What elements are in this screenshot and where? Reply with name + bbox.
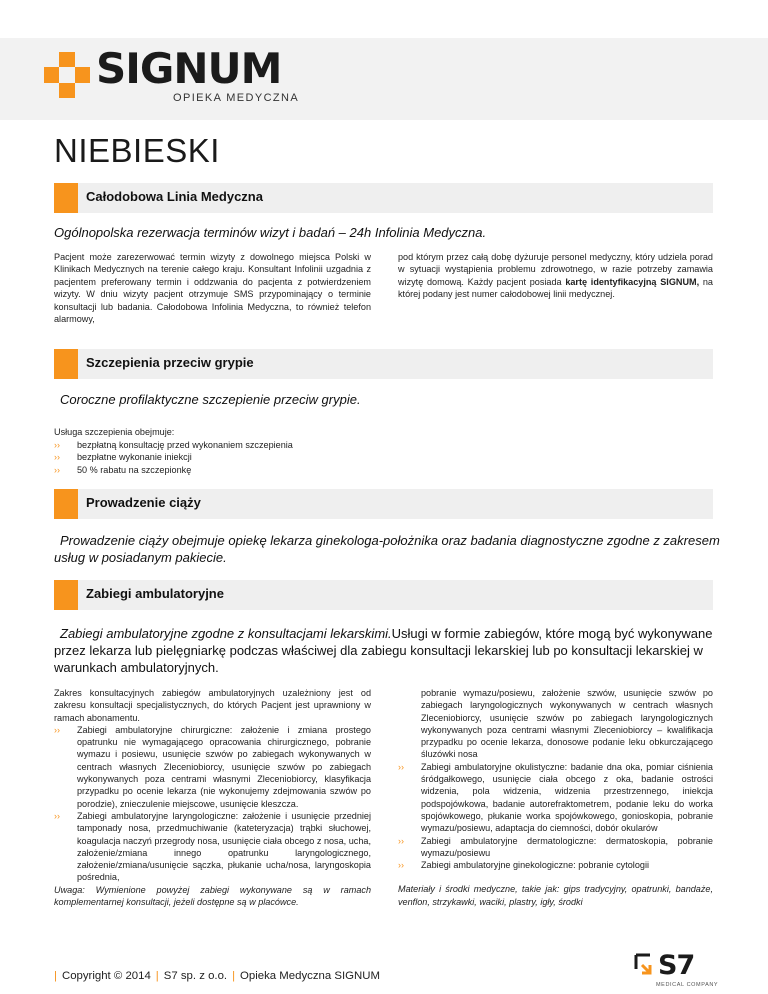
- section-marker: [54, 489, 78, 519]
- page-title: NIEBIESKI: [54, 132, 220, 169]
- section-header-linia: [54, 183, 713, 213]
- bullet-icon: ››: [54, 724, 60, 735]
- zabiegi-materials: Materiały i środki medyczne, takie jak: gips tradycyjny, opatrunki, bandaże, venflon, strzykawki, waciki, plastry, igły, środki: [398, 884, 713, 907]
- section-title: Prowadzenie ciąży: [86, 495, 201, 510]
- list-item: ›› Zabiegi ambulatoryjne dermatologiczne: dermatoskopia, pobranie wymazu/posiewu: [398, 835, 713, 858]
- s7-logo: [634, 950, 724, 991]
- bullet-icon: ››: [398, 860, 404, 871]
- linia-text-col2: pod którym przez całą dobę dyżuruje personel medyczny, który udziela porad w sytuacji wystąpienia problemu zdrowotnego, w razie potrzeby zamawia wizytę domową. Każdy pacjent posiada kartę identyfikacyjną SIGNUM, na której podany jest numer całodobowej linii medycznej.: [398, 252, 713, 300]
- bullet-icon: ››: [398, 835, 404, 846]
- brand-name: SIGNUM: [96, 44, 282, 93]
- footer: [54, 970, 380, 982]
- footer-brand: Opieka Medyczna SIGNUM: [240, 970, 380, 982]
- zabiegi-col1: [54, 687, 371, 908]
- list-item: ›› bezpłatną konsultację przed wykonaniem szczepienia: [54, 439, 293, 450]
- list-item: ›› Zabiegi ambulatoryjne ginekologiczne: pobranie cytologii: [398, 860, 649, 871]
- footer-copyright: Copyright © 2014: [61, 970, 151, 982]
- grypa-list: [54, 426, 293, 476]
- footer-company: S7 sp. z o.o.: [163, 970, 228, 982]
- zabiegi-note: Uwaga: Wymienione powyżej zabiegi wykonywane są w ramach komplementarnej konsultacji, jeżeli dostępne są w placówce.: [54, 884, 371, 908]
- section-header-ciaza: [54, 489, 713, 519]
- section-marker: [54, 580, 78, 610]
- list-item: ›› Zabiegi ambulatoryjne laryngologiczne: założenie i usunięcie przedniej tamponady nosa, przedmuchiwanie (kateteryzacja) trąbki słuchowej, koagulacja naczyń przegrody nosa, usunięcie ciała obcego z nosa, ucha, założenie/zmiana innego opatrunku laryngologicznego, założenie/zmiana/usunięcie sączka, płukanie ucha/nosa, laryngoskopia pośrednia,: [54, 810, 371, 883]
- list-item: ›› Zabiegi ambulatoryjne chirurgiczne: założenie i zmiana prostego opatrunku nie wymagającego opracowania chirurgicznego, pobranie wymazu i posiewu, usunięcie szwów po zabiegach wykonywanych w centrach własnych Zleceniobiorcy, usunięcie szwów po zabiegach wykonywanych poza centrami własnymi Zleceniobiorcy, klasyfikacja przypadku po ocenie lekarza (nie wykonujemy zdejmowania szwów po porodzie), znieczulenie miejscowe, usunięcie kleszcza.: [54, 724, 371, 809]
- grypa-intro: Usługa szczepienia obejmuje:: [54, 427, 175, 437]
- brand-tagline: OPIEKA MEDYCZNA: [173, 92, 300, 104]
- list-item: ›› Zabiegi ambulatoryjne okulistyczne: badanie dna oka, pomiar ciśnienia śródgałkowego, usunięcie ciała obcego z oka, badanie ostrości widzenia, pola widzenia, widzenia przestrzennego, iniekcja podspojówkowa, badanie autorefraktometrem, podanie leku do worka spojówkowego, płukanie worka spojówkowego, gonioskopia, pobranie wymazu/posiewu, adaptacja do ciemności, dobór okularów: [398, 761, 713, 834]
- section-title: Zabiegi ambulatoryjne: [86, 586, 224, 601]
- section-header-grypa: [54, 349, 713, 379]
- footer-divider: |: [54, 970, 57, 982]
- list-item: ›› 50 % rabatu na szczepionkę: [54, 464, 192, 475]
- section-title: Całodobowa Linia Medyczna: [86, 189, 263, 204]
- section-marker: [54, 349, 78, 379]
- s7-logo-text: S7: [658, 950, 695, 981]
- bullet-icon: ››: [54, 810, 60, 821]
- bullet-icon: ››: [398, 761, 404, 772]
- zabiegi-col2: [398, 687, 713, 908]
- section-lead-grypa: Coroczne profilaktyczne szczepienie przeciw grypie.: [60, 392, 361, 407]
- section-lead-linia: Ogólnopolska rezerwacja terminów wizyt i badań – 24h Infolinia Medyczna.: [54, 225, 487, 240]
- footer-divider: |: [232, 970, 236, 982]
- linia-text-col1: Pacjent może zarezerwować termin wizyty z dowolnego miejsca Polski w Klinikach Medycznych na terenie całego kraju. Konsultant Infolinii uzgadnia z pacjentem preferowany termin i oddzwania do pacjenta z potwierdzeniem wizyty. W dniu wizyty pacjent otrzymuje SMS przypominający o terminie konsultacji lub badania. Całodobowa Infolinia Medyczna, to również telefon alarmowy,: [54, 252, 371, 325]
- section-lead-zabiegi: Zabiegi ambulatoryjne zgodne z konsultacjami lekarskimi.Usługi w formie zabiegów, które mogą być wykonywane przez lekarza lub pielęgniarkę podczas właściwej dla zabiegu konsultacji lekarskiej lub po konsultacji lekarskiej w warunkach ambulatoryjnych.: [54, 626, 713, 675]
- s7-bracket-icon: [634, 953, 658, 983]
- s7-logo-sub: MEDICAL COMPANY: [656, 982, 719, 988]
- section-lead-ciaza: Prowadzenie ciąży obejmuje opiekę lekarza ginekologa-położnika oraz badania diagnostyczne zgodne z zakresem usług w posiadanym pakiecie.: [54, 533, 720, 565]
- signum-cross-icon: [44, 52, 90, 98]
- card-emphasis: kartę identyfikacyjną SIGNUM,: [565, 276, 700, 287]
- list-item: ›› bezpłatne wykonanie iniekcji: [54, 452, 192, 463]
- footer-divider: |: [155, 970, 159, 982]
- bullet-icon: ››: [54, 439, 60, 450]
- bullet-icon: ››: [54, 452, 60, 463]
- section-header-zabiegi: [54, 580, 713, 610]
- signum-logo: [44, 44, 304, 104]
- zabiegi-lar-continued: pobranie wymazu/posiewu, założenie szwów, usunięcie szwów po zabiegach laryngologicznych wykonywanych w centrach własnych Zleceniobiorcy, usunięcie szwów po zabiegach laryngologicznych wykonywanych poza centrami własnymi Zleceniobiorcy – kwalifikacja przypadku po ocenie lekarza, donosowe podanie leku obkurczającego śluzówki nosa: [421, 688, 713, 760]
- bullet-icon: ››: [54, 464, 60, 475]
- section-marker: [54, 183, 78, 213]
- section-title: Szczepienia przeciw grypie: [86, 355, 254, 370]
- zabiegi-intro: Zakres konsultacyjnych zabiegów ambulatoryjnych uzależniony jest od zakresu konsultacji specjalistycznych, do których Pacjent jest uprawniony w ramach abonamentu.: [54, 688, 371, 723]
